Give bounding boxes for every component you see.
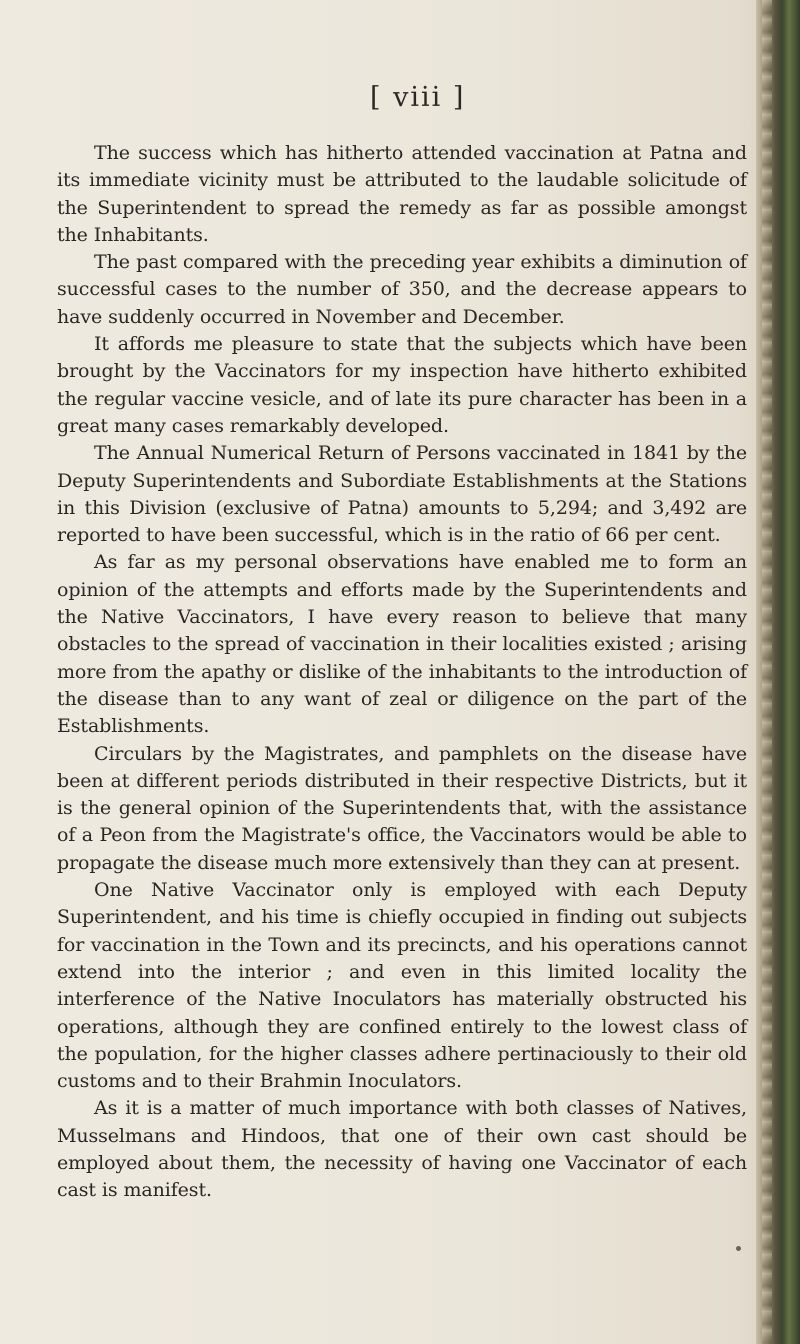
body-text <box>57 140 747 1205</box>
paragraph: Circulars by the Magistrates, and pamphlets on the disease have been at different periods distributed in their respective Districts, but it is the general opinion of the Superintendents that, with the assistance of a Peon from the Magistrate's office, the Vaccinators would be able to propagate the disease much more extensively than they can at present. <box>57 742 747 874</box>
paragraph: One Native Vaccinator only is employed with each Deputy Superintendent, and his time is chiefly occupied in finding out subjects for vaccination in the Town and its precincts, and his operations cannot extend into the interior ; and even in this limited locality the interference of the Native Inoculators has materially obstructed his operations, although they are confined entirely to the lowest class of the population, for the higher classes adhere pertinaciously to their old customs and to their Brahmin Inoculators. <box>57 879 747 1093</box>
book-binding-edge <box>756 0 800 1344</box>
paragraph: As it is a matter of much importance with both classes of Natives, Musselmans and Hindoos, that one of their own cast should be employed about them, the necessity of having one Vaccinator of each cast is manifest. <box>57 1097 747 1202</box>
paragraph: As far as my personal observations have enabled me to form an opinion of the attempts and efforts made by the Superintendents and the Native Vaccinators, I have every reason to believe that many obstacles to the spread of vaccination in their localities existed ; arising more from the apathy or dislike of the inhabitants to the introduction of the disease than to any want of zeal or diligence on the part of the Establishments. <box>57 551 747 738</box>
paragraph: The success which has hitherto attended vaccination at Patna and its immediate vicinity must be attributed to the laudable solicitude of the Superintendent to spread the remedy as far as possible amongst the Inhabitants. <box>57 142 747 246</box>
paragraph: The Annual Numerical Return of Persons vaccinated in 1841 by the Deputy Superintendents and Subordiate Establishments at the Stations in this Division (exclusive of Patna) amounts to 5,294; and 3,492 are reported to have been successful, which is in the ratio of 66 per cent. <box>57 442 747 547</box>
paragraph: It affords me pleasure to state that the subjects which have been brought by the Vaccinators for my inspection have hitherto exhibited the regular vaccine vesicle, and of late its pure character has been in a great many cases remarkably developed. <box>57 333 747 437</box>
page-number-header: [ viii ] <box>370 82 466 113</box>
ink-speck <box>736 1246 741 1251</box>
paragraph: The past compared with the preceding year exhibits a diminution of successful cases to the number of 350, and the decrease appears to have suddenly occurred in November and December. <box>57 251 747 328</box>
